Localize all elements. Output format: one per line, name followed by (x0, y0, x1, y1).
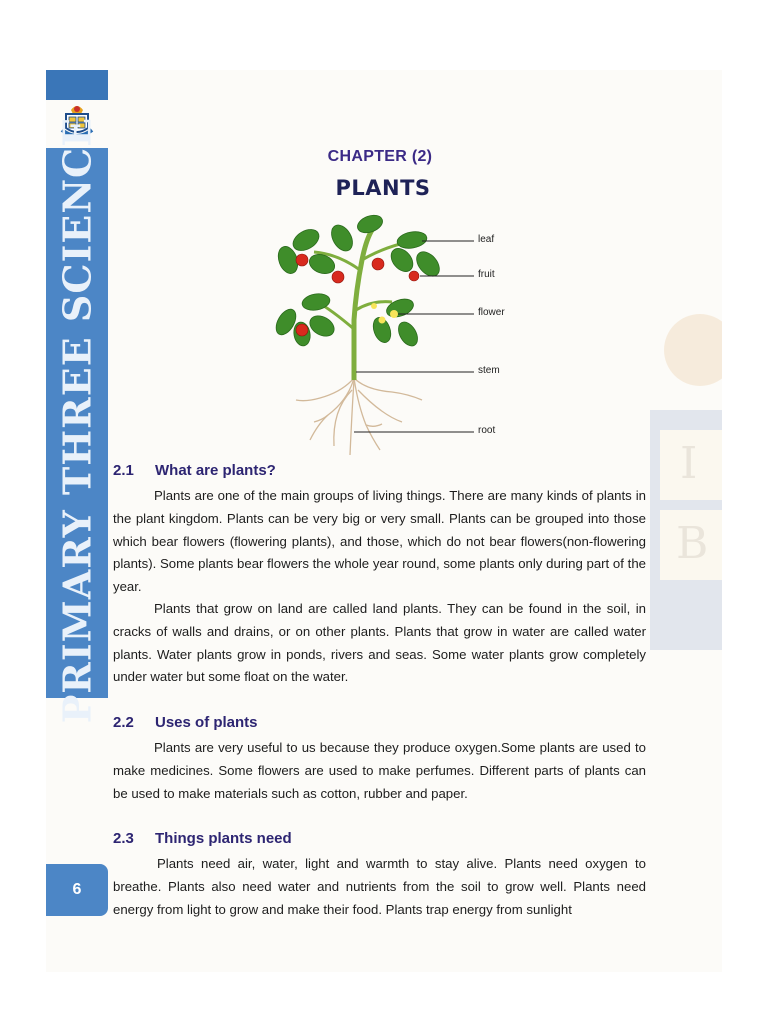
section-title: What are plants? (155, 462, 276, 479)
chapter-label: CHAPTER (2) (327, 148, 433, 165)
label-root: root (478, 425, 496, 436)
section-number: 2.3 (113, 830, 134, 847)
side-band-top-strip (46, 70, 108, 100)
section-title: Uses of plants (155, 714, 258, 731)
watermark-crest-graphic (640, 310, 722, 670)
section-number: 2.2 (113, 714, 134, 731)
label-leaf: leaf (478, 234, 495, 245)
watermark-letter-i: I (680, 438, 698, 489)
paragraph: Plants that grow on land are called land plants. They can be found in the soil, in cracks of walls and drains, or on other plants. Plants that grow in water are called water plants. Water plants grow in ponds, rivers and seas. Some water plants grow completely under water but some float on the water. (113, 601, 646, 685)
paragraph: Plants need air, water, light and warmth to stay alive. Plants need oxygen to breathe. Plants also need water and nutrients from the soil to grow well. Plants need energy from light to grow and make their food. Plants trap energy from sunlight (113, 856, 646, 917)
label-fruit: fruit (478, 269, 495, 280)
plant-illustration (262, 210, 522, 460)
section-heading-2-2 (113, 714, 258, 731)
plant-diagram (262, 210, 522, 460)
vertical-subject-title: PRIMARY THREE SCIENCE (54, 116, 100, 724)
label-stem: stem (478, 365, 500, 376)
paragraph: Plants are one of the main groups of living things. There are many kinds of plants in the plant kingdom. Plants can be very big or very small. Plants can be grouped into those which bear flowers (flowering plants), and those, which do not bear flowers(non-flowering plants). Some plants bear flowers the whole year round, some plants only during part of the year. (113, 488, 646, 595)
watermark-crest (640, 310, 722, 670)
paragraph: Plants are very useful to us because they produce oxygen.Some plants are used to make medicines. Some flowers are used to make perfumes. Different parts of plants can be used to make materials such as cotton, rubber and paper. (113, 740, 646, 801)
section-heading-2-3 (113, 830, 292, 847)
section-heading-2-1 (113, 462, 276, 479)
label-flower: flower (478, 307, 505, 318)
section-number: 2.1 (113, 462, 134, 479)
section-title: Things plants need (155, 830, 292, 847)
page-number: 6 (46, 864, 108, 916)
page-title: PLANTS (335, 176, 431, 200)
watermark-letter-b: B (676, 518, 709, 569)
roots (296, 378, 422, 455)
